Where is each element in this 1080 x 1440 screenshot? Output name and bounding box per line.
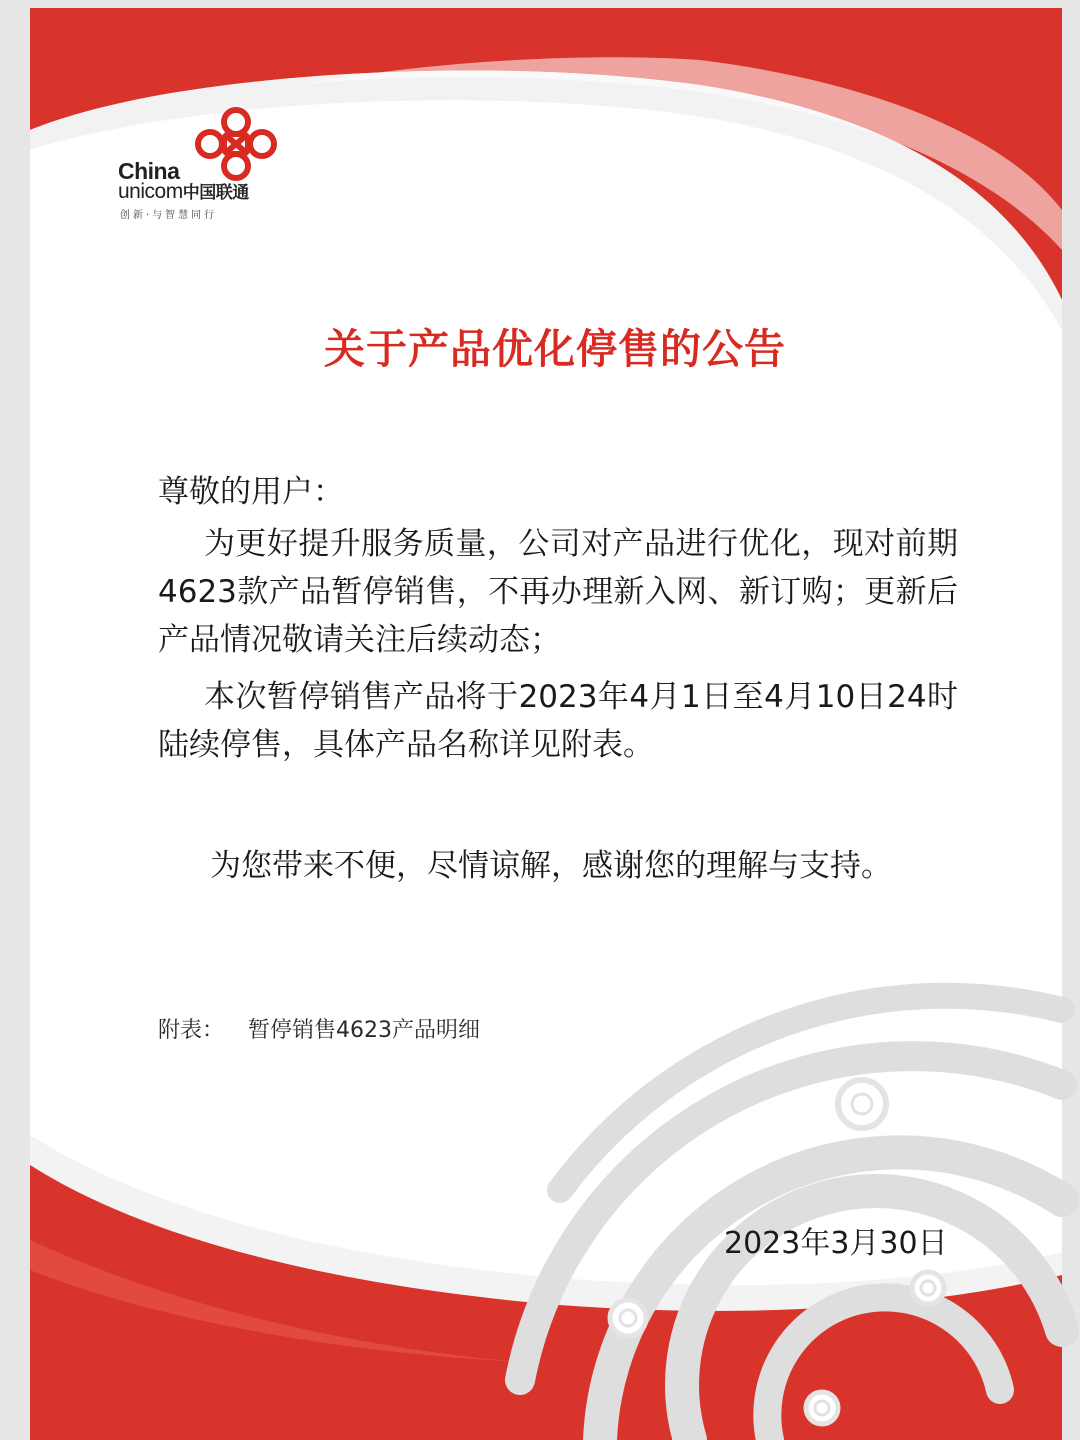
attachment-label: 附表： bbox=[158, 1018, 225, 1043]
china-unicom-knot-logo-icon bbox=[190, 104, 282, 184]
notice-paragraph-2: 本次暂停销售产品将于2023年4月1日至4月10日24时陆续停售，具体产品名称详见附表。 bbox=[158, 679, 958, 763]
closing-remark: 为您带来不便，尽情谅解，感谢您的理解与支持。 bbox=[210, 848, 892, 884]
greeting: 尊敬的用户： bbox=[158, 474, 344, 510]
logo-slogan: 创新·与智慧同行 bbox=[120, 210, 218, 221]
logo-text-unicom bbox=[118, 178, 249, 204]
attachment-line bbox=[158, 1013, 480, 1044]
notice-paragraph-1: 为更好提升服务质量，公司对产品进行优化，现对前期4623款产品暂停销售，不再办理新入网、新订购；更新后产品情况敬请关注后续动态； bbox=[158, 526, 958, 658]
logo-text-cn: 中国联通 bbox=[182, 183, 249, 203]
attachment-title: 暂停销售4623产品明细 bbox=[248, 1018, 481, 1043]
notice-title: 关于产品优化停售的公告 bbox=[324, 325, 786, 373]
notice-date: 2023年3月30日 bbox=[724, 1226, 948, 1261]
china-unicom-logo bbox=[112, 104, 287, 224]
logo-text-china: China bbox=[118, 158, 180, 184]
logo-text-unicom-en: unicom bbox=[118, 180, 183, 203]
